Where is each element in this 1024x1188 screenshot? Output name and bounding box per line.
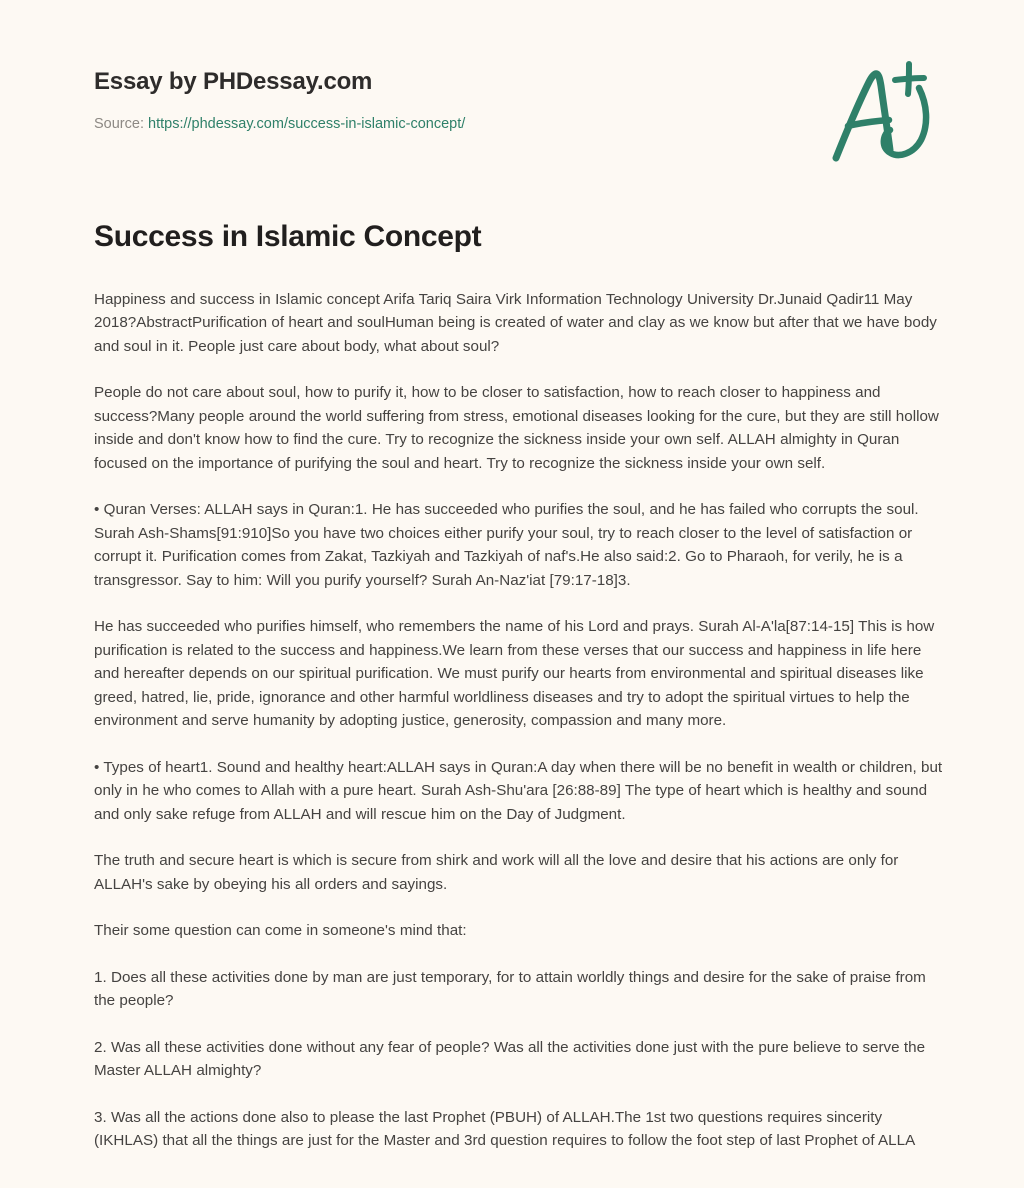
a-plus-logo-icon <box>826 52 946 172</box>
paragraph: Their some question can come in someone's mind that: <box>94 922 467 939</box>
article <box>0 218 1024 1153</box>
source-label: Source: <box>94 115 144 132</box>
paragraph: He has succeeded who purifies himself, who remembers the name of his Lord and prays. Surah Al-A'la[87:14-15] This is how purification is related to the success and happiness.We learn from these verses that our success and happiness in life here and hereafter depends on our spiritual purification. We must purify our hearts from environmental and spiritual diseases like greed, hatred, lie, pride, ignorance and other harmful worldliness diseases and try to adopt the spiritual virtues to help the environment and serve humanity by adopting justice, generosity, compassion and many more. <box>94 618 935 729</box>
paragraph: • Quran Verses: ALLAH says in Quran:1. He has succeeded who purifies the soul, and he has failed who corrupts the soul. Surah Ash-Shams[91:910]So you have two choices either purify your soul, try to reach closer to the level of satisfaction or corrupt it. Purification comes from Zakat, Tazkiyah and Tazkiyah of naf's.He also said:2. Go to Pharaoh, for verily, he is a transgressor. Say to him: Will you purify yourself? Surah An-Naz'iat [79:17-18]3. <box>94 501 919 589</box>
paragraph: People do not care about soul, how to purify it, how to be closer to satisfaction, how to reach closer to happiness and success?Many people around the world suffering from stress, emotional diseases looking for the cure, but they are still hollow inside and don't know how to find the cure. Try to recognize the sickness inside your own self. ALLAH almighty in Quran focused on the importance of purifying the soul and heart. Try to recognize the sickness inside your own self. <box>94 384 939 472</box>
source-line <box>94 115 944 134</box>
page-header <box>0 0 1024 160</box>
source-url-link[interactable]: https://phdessay.com/success-in-islamic-concept/ <box>148 115 466 132</box>
paragraph: The truth and secure heart is which is secure from shirk and work will all the love and desire that his actions are only for ALLAH's sake by obeying his all orders and sayings. <box>94 852 899 893</box>
paragraph: 2. Was all these activities done without any fear of people? Was all the activities done just with the pure believe to serve the Master ALLAH almighty? <box>94 1038 926 1079</box>
paragraph: 1. Does all these activities done by man are just temporary, for to attain worldly things and desire for the sake of praise from the people? <box>94 968 926 1009</box>
brand-title: Essay by PHDessay.com <box>94 68 373 95</box>
paragraph: 3. Was all the actions done also to please the last Prophet (PBUH) of ALLAH.The 1st two questions requires sincerity (IKHLAS) that all the things are just for the Master and 3rd question requires to follow the foot step of last Prophet of ALLA <box>94 1108 916 1149</box>
article-body <box>94 288 944 1153</box>
a-plus-logo <box>826 52 946 172</box>
paragraph: Happiness and success in Islamic concept Arifa Tariq Saira Virk Information Technology University Dr.Junaid Qadir11 May 2018?AbstractPurification of heart and soulHuman being is created of water and clay as we know but after that we have body and soul in it. People just care about body, what about soul? <box>94 290 937 355</box>
page-title: Success in Islamic Concept <box>94 220 482 253</box>
paragraph: • Types of heart1. Sound and healthy heart:ALLAH says in Quran:A day when there will be no benefit in wealth or children, but only in he who comes to Allah with a pure heart. Surah Ash-Shu'ara [26:88-89] The type of heart which is healthy and sound and only sake refuge from ALLAH and will rescue him on the Day of Judgment. <box>94 758 943 823</box>
